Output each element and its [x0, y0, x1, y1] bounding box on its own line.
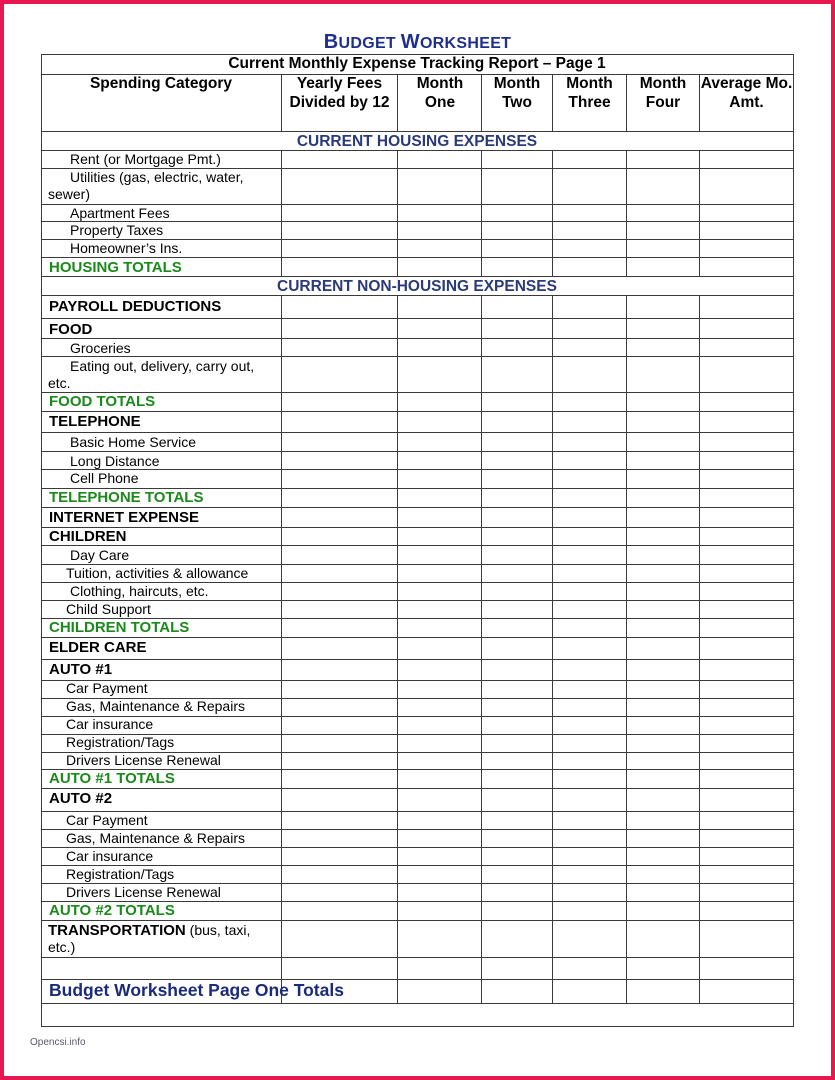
row-cell-phone: Cell Phone [70, 470, 139, 486]
row-rent: Rent (or Mortgage Pmt.) [70, 151, 221, 167]
title-letter: B [323, 31, 339, 53]
row-auto1-car-payment: Car Payment [66, 680, 148, 696]
title-part: UDGET [338, 35, 401, 52]
row-payroll-deductions: PAYROLL DEDUCTIONS [49, 298, 222, 315]
row-children-totals: CHILDREN TOTALS [49, 619, 190, 636]
row-food-totals: FOOD TOTALS [49, 393, 156, 410]
header-spending-category: Spending Category [89, 75, 233, 92]
row-auto2-insurance: Car insurance [66, 848, 154, 864]
row-transportation [48, 922, 276, 956]
row-utilities: Utilities (gas, electric, water, sewer) [48, 169, 244, 202]
row-housing-totals: HOUSING TOTALS [49, 259, 182, 276]
title-part: ORKSHEET [419, 35, 512, 52]
row-auto1-totals: AUTO #1 TOTALS [49, 770, 175, 787]
row-auto1: AUTO #1 [49, 661, 113, 678]
row-groceries: Groceries [70, 340, 131, 356]
header-month-three: Month Three [566, 75, 613, 111]
row-auto1-insurance: Car insurance [66, 716, 154, 732]
row-internet-expense: INTERNET EXPENSE [49, 509, 200, 526]
row-long-distance: Long Distance [70, 453, 160, 469]
row-auto2-license: Drivers License Renewal [66, 884, 221, 900]
row-child-support: Child Support [66, 601, 151, 617]
watermark: Opencsi.info [30, 1037, 86, 1048]
row-elder-care: ELDER CARE [49, 639, 147, 656]
row-telephone: TELEPHONE [49, 413, 141, 430]
row-day-care: Day Care [70, 547, 130, 563]
row-telephone-totals: TELEPHONE TOTALS [49, 489, 204, 506]
title-letter: W [400, 31, 420, 53]
page-one-totals: Budget Worksheet Page One Totals [49, 980, 344, 1000]
header-average: Average Mo. Amt. [700, 75, 793, 111]
row-basic-home-service: Basic Home Service [70, 434, 197, 450]
header-month-one: Month One [416, 75, 464, 111]
header-month-two: Month Two [493, 75, 541, 111]
row-tuition: Tuition, activities & allowance [66, 565, 249, 581]
row-homeowners-ins: Homeowner’s Ins. [70, 240, 183, 256]
section-housing: CURRENT HOUSING EXPENSES [296, 133, 538, 150]
transportation-detail: (bus, taxi, etc.) [48, 922, 251, 955]
section-non-housing: CURRENT NON-HOUSING EXPENSES [277, 278, 557, 295]
row-auto1-gas: Gas, Maintenance & Repairs [66, 698, 245, 714]
row-auto1-registration: Registration/Tags [66, 734, 175, 750]
row-auto2-gas: Gas, Maintenance & Repairs [66, 830, 245, 846]
row-auto2-car-payment: Car Payment [66, 812, 148, 828]
row-children: CHILDREN [49, 528, 127, 545]
row-property-taxes: Property Taxes [70, 222, 164, 238]
row-food: FOOD [49, 321, 93, 338]
row-auto2: AUTO #2 [49, 790, 113, 807]
row-auto2-totals: AUTO #2 TOTALS [49, 902, 175, 919]
transportation-label: TRANSPORTATION [48, 922, 186, 939]
header-month-four: Month Four [639, 75, 687, 111]
row-auto1-license: Drivers License Renewal [66, 752, 221, 768]
row-apartment-fees: Apartment Fees [70, 205, 170, 221]
row-auto2-registration: Registration/Tags [66, 866, 175, 882]
row-eating-out: Eating out, delivery, carry out, etc. [48, 358, 255, 391]
report-subtitle: Current Monthly Expense Tracking Report – Page 1 [228, 55, 606, 72]
header-yearly-fees: Yearly Fees Divided by 12 [289, 75, 390, 111]
row-clothing: Clothing, haircuts, etc. [70, 583, 209, 599]
